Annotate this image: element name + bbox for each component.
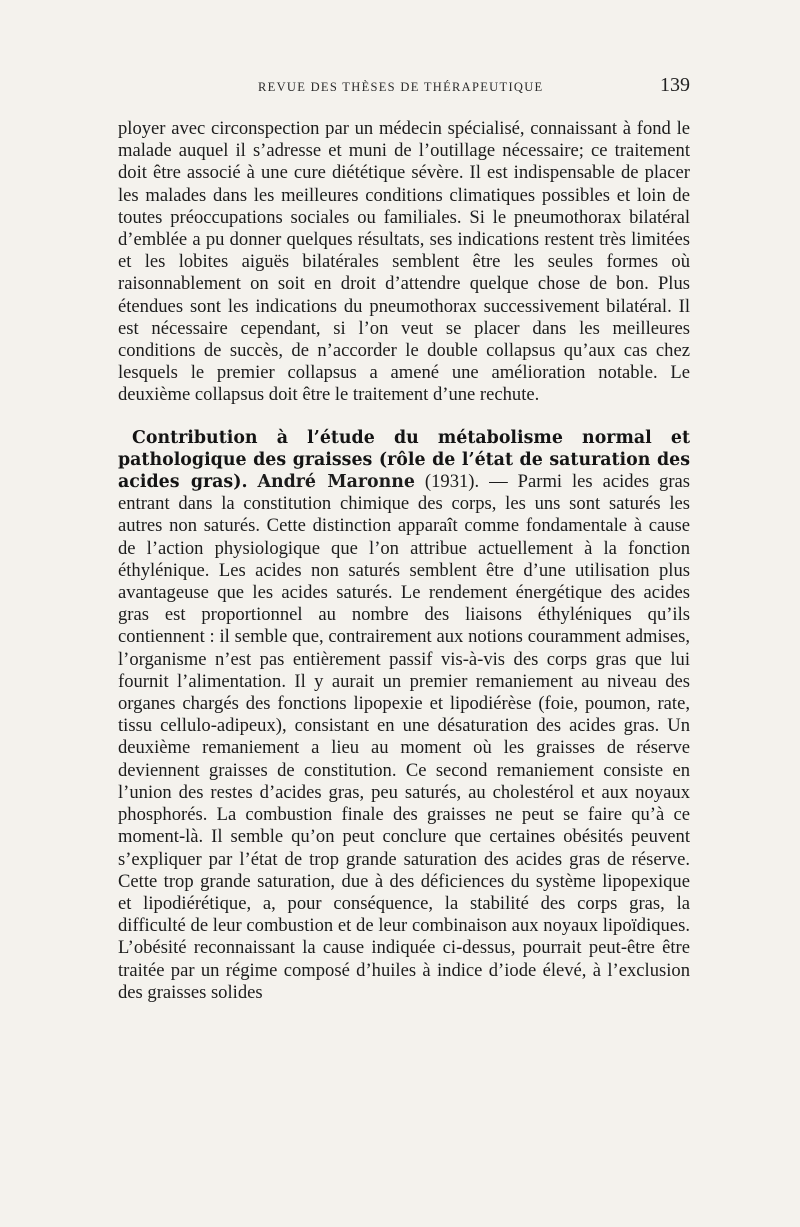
- article-text: Parmi les acides gras entrant dans la constitution chimique des corps, les uns sont saturés les autres non saturés. Cette distinction apparaît comme fondamentale à cause de l’action physiologique que l’on attribue actuellement à la fonction éthylénique. Les acides non saturés semblent être d’une utilisation plus avantageuse que les acides saturés. Le rendement énergétique des acides gras est proportionnel au nombre des liaisons éthyléniques qu’ils contiennent : il semble que, contrairement aux notions couramment admises, l’organisme n’est pas entièrement passif vis-à-vis des corps gras que lui fournit l’alimentation. Il y aurait un premier remaniement au niveau des organes chargés des fonctions lipopexie et lipodiérèse (foie, poumon, rate, tissu cellulo-adipeux), consistant en une désaturation des acides gras. Un deuxième remaniement a lieu au moment où les graisses de réserve deviennent graisses de constitution. Ce second remaniement consiste en l’union des restes d’acides gras, peu saturés, au cholestérol et aux noyaux phosphorés. La combustion finale des graisses ne peut se faire qu’à ce moment-là. Il semble qu’on peut conclure que certaines obésités peuvent s’expliquer par l’état de trop grande saturation des acides gras de réserve. Cette trop grande saturation, due à des déficiences du système lipopexique et lipodiérétique, a, pour conséquence, la stabilité des corps gras, la difficulté de leur combustion et de leur combinaison aux noyaux lipoïdiques. L’obésité reconnaissant la cause indiquée ci-dessus, pourrait peut-être être traitée par un régime composé d’huiles à indice d’iode élevé, à l’exclusion des graisses solides: [118, 471, 691, 1003]
- body-text: [118, 118, 690, 1004]
- article-abstract: [118, 427, 690, 1004]
- article-author: André Maronne: [257, 472, 415, 493]
- article-title: Contribution à l’étude du métabolisme normal et pathologique des graisses (rôle de l’état de saturation des acides gras).: [118, 427, 690, 493]
- page-header: [118, 74, 690, 102]
- paragraph-continuation: ployer avec circonspection par un médecin spécialisé, connaissant à fond le malade auquel il s’adresse et muni de l’outillage nécessaire; ce traitement doit être associé à une cure diététique sévère. Il est indispensable de placer les malades dans les meilleures conditions climatiques possibles et loin de toutes préoccupations sociales ou familiales. Si le pneumothorax bilatéral d’emblée a pu donner quelques résultats, ses indications restent très limitées et les lobites aiguës bilatérales semblent être les seules formes où raisonnablement on soit en droit d’attendre quelque chose de bon. Plus étendues sont les indications du pneumothorax successivement bilatéral. Il est nécessaire cependant, si l’on veut se placer dans les meilleures conditions de succès, de n’accorder le double collapsus qu’aux cas chez lesquels le premier collapsus a amené une amélioration notable. Le deuxième collapsus doit être le traitement d’une rechute.: [118, 118, 690, 406]
- running-title: REVUE DES THÈSES DE THÉRAPEUTIQUE: [258, 80, 544, 94]
- article-year: (1931).: [424, 471, 480, 493]
- separator-dash: —: [479, 471, 518, 493]
- page-number: 139: [660, 74, 690, 96]
